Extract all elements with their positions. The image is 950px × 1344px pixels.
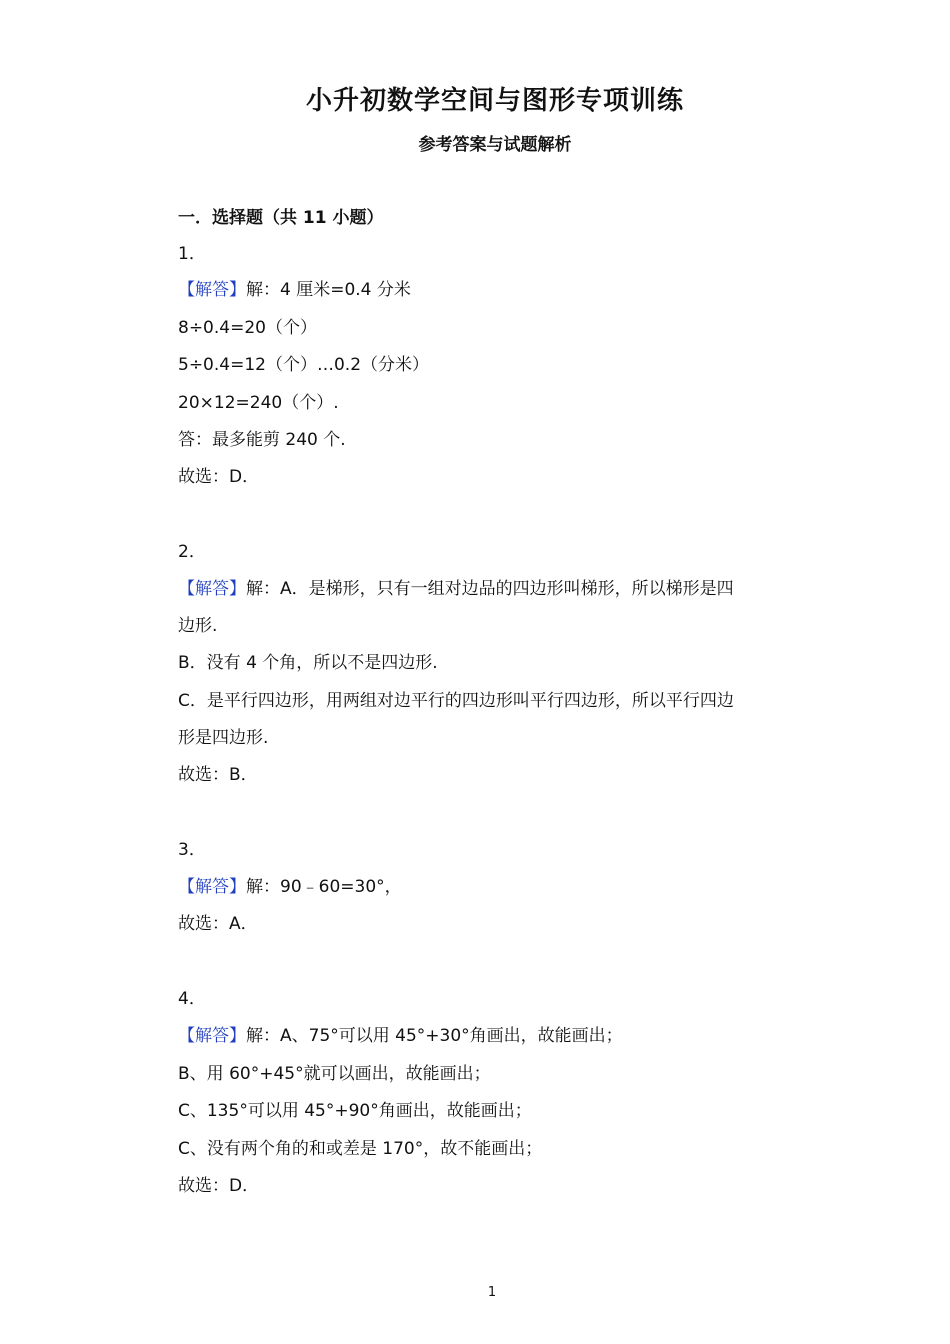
document-subtitle: 参考答案与试题解析 [418,135,572,155]
section-heading: 一．选择题（共 11 小题） [178,208,384,228]
answer-line: 8÷0.4=20（个） [178,318,317,338]
answer-line: C、没有两个角的和或差是 170°，故不能画出； [178,1139,543,1159]
answer-line: C、135°可以用 45°+90°角画出，故能画出； [178,1101,532,1121]
document-title: 小升初数学空间与图形专项训练 [305,86,684,116]
page-number: 1 [487,1285,497,1300]
answer-line: 【解答】解：A．是梯形，只有一组对边品的四边形叫梯形，所以梯形是四 [178,579,734,599]
answer-tag: 【解答】 [178,579,246,599]
answer-line: 【解答】解：A、75°可以用 45°+30°角画出，故能画出； [178,1026,623,1046]
answer-tag: 【解答】 [178,280,246,300]
answer-line: 【解答】解：4 厘米=0.4 分米 [178,280,411,300]
answer-line: 20×12=240（个）. [178,393,339,413]
answer-line: B．没有 4 个角，所以不是四边形. [178,653,438,673]
answer-line: 故选：B． [178,765,258,785]
answer-tag: 【解答】 [178,877,246,897]
question-number: 1． [178,244,206,264]
answer-line: C．是平行四边形，用两组对边平行的四边形叫平行四边形，所以平行四边 [178,691,734,711]
answer-line: 5÷0.4=12（个）…0.2（分米） [178,355,430,375]
answer-line: 故选：D． [178,467,260,487]
answer-line: 边形. [178,616,218,636]
question-number: 2． [178,542,206,562]
answer-line: 故选：A． [178,914,258,934]
answer-line: 形是四边形. [178,728,269,748]
answer-line: 【解答】解：90﹣60=30°， [178,877,402,897]
answer-line: B、用 60°+45°就可以画出，故能画出； [178,1064,491,1084]
answer-tag: 【解答】 [178,1026,246,1046]
question-number: 3． [178,840,206,860]
answer-line: 答：最多能剪 240 个. [178,430,346,450]
question-number: 4． [178,989,206,1009]
answer-line: 故选：D． [178,1176,260,1196]
